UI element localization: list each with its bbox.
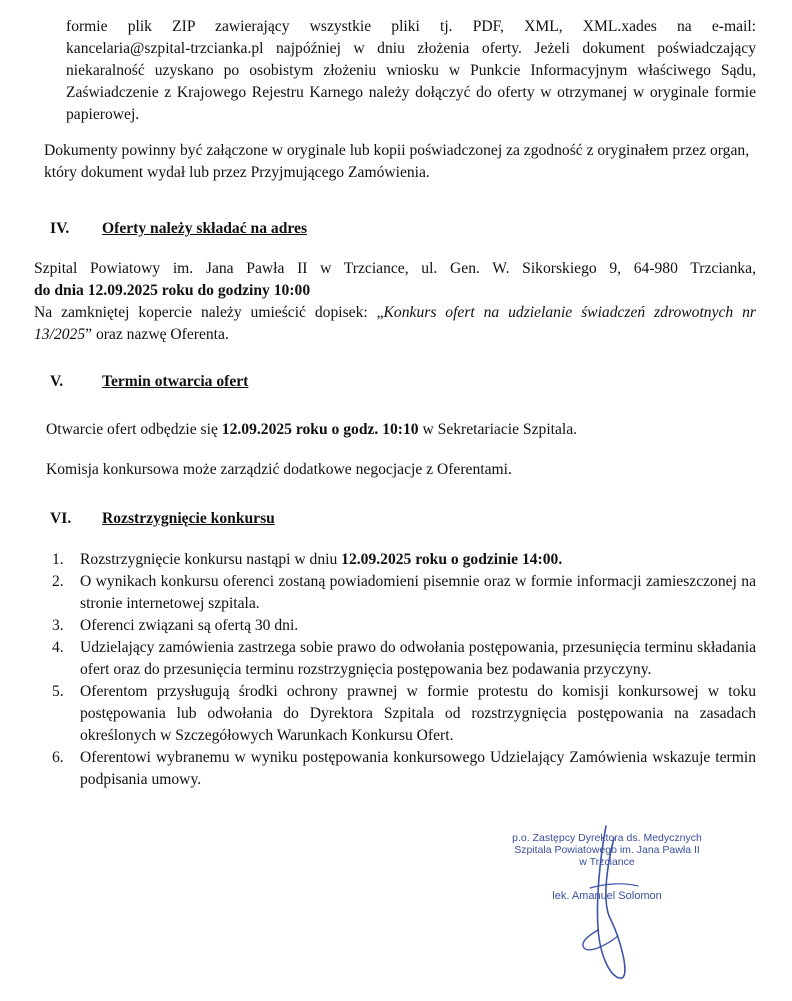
list-item	[52, 615, 756, 637]
opening-line	[46, 419, 756, 441]
list-item	[52, 549, 756, 571]
section-6-number: VI.	[50, 510, 72, 527]
stamp-line-1: p.o. Zastępcy Dyrektora ds. Medycznych	[512, 832, 702, 844]
opening-prefix: Otwarcie ofert odbędzie się	[46, 421, 222, 438]
envelope-italic: Konkurs ofert na udzielanie świadczeń zdrowotnych nr 13/2025	[34, 304, 756, 343]
list-item-text: Rozstrzygnięcie konkursu nastąpi w dniu	[80, 551, 342, 568]
intro-paragraph	[66, 16, 756, 126]
list-item-number: 2.	[52, 573, 64, 590]
list-item	[52, 681, 756, 747]
section-4-number: IV.	[50, 220, 70, 237]
stamp-doctor-name: lek. Amanuel Solomon	[552, 890, 662, 902]
deadline-text: do dnia 12.09.2025 roku do godziny 10:00	[34, 282, 311, 299]
section-4-title: Oferty należy składać na adres	[102, 220, 308, 237]
list-item	[52, 747, 756, 791]
resolution-list	[52, 549, 756, 791]
list-item-text: Oferenci związani są ofertą 30 dni.	[80, 617, 299, 634]
envelope-prefix: Na zamkniętej kopercie należy umieścić dopisek: „	[34, 304, 384, 321]
list-item	[52, 571, 756, 615]
documents-note: Dokumenty powinny być załączone w oryginale lub kopii poświadczonej za zgodność z oryginałem przez organ, który dokument wydał lub przez Przyjmującego Zamówienia.	[44, 142, 750, 181]
list-item-number: 4.	[52, 639, 64, 656]
stamp-line-3: w Trzciance	[579, 856, 635, 868]
section-5-number: V.	[50, 373, 64, 390]
section-5-heading	[50, 371, 450, 393]
list-item-number: 1.	[52, 551, 64, 568]
section-4-body	[34, 258, 756, 346]
deadline-line	[34, 280, 756, 302]
list-item-number: 6.	[52, 749, 64, 766]
envelope-suffix: ” oraz nazwę Oferenta.	[85, 326, 229, 343]
signature-icon	[560, 818, 670, 988]
intro-line-1: formie plik ZIP zawierający wszystkie pliki tj. PDF, XML, XML.xades na e-mail:	[66, 18, 756, 35]
section-4-heading	[50, 218, 450, 240]
list-item-text: Oferentom przysługują środki ochrony prawnej w formie protestu do komisji konkursowej w toku postępowania lub odwołania do Dyrektora Szpitala od rozstrzygnięcia postępowania na zasadach określonych w Szczegółowych Warunkach Konkursu Ofert.	[80, 683, 756, 744]
list-item-bold: 12.09.2025 roku o godzinie 14:00.	[341, 551, 563, 568]
list-item	[52, 637, 756, 681]
stamp-line-2: Szpitala Powiatowego im. Jana Pawła II	[514, 844, 700, 856]
section-6-title: Rozstrzygnięcie konkursu	[102, 510, 275, 527]
list-item-number: 3.	[52, 617, 64, 634]
envelope-note	[34, 302, 756, 346]
list-item-text: Oferentowi wybranemu w wyniku postępowania konkursowego Udzielający Zamówienia wskazuje termin podpisania umowy.	[80, 749, 756, 788]
section-5-title: Termin otwarcia ofert	[102, 373, 249, 390]
list-item-number: 5.	[52, 683, 64, 700]
opening-suffix: w Sekretariacie Szpitala.	[418, 421, 578, 438]
list-item-text: Udzielający zamówienia zastrzega sobie prawo do odwołania postępowania, przesunięcia terminu składania ofert oraz do przesunięcia terminu rozstrzygnięcia postępowania bez podawania przyczyny.	[80, 639, 756, 678]
section-6-heading	[50, 508, 450, 530]
address-line: Szpital Powiatowy im. Jana Pawła II w Trzciance, ul. Gen. W. Sikorskiego 9, 64-980 Trzcianka,	[34, 260, 756, 277]
intro-line-2: kancelaria@szpital-trzcianka.pl najpóźniej w dniu złożenia oferty. Jeżeli dokument poświadczający niekaralność uzyskano po osobistym złożeniu wniosku w Punkcie Informacyjnym właściwego Sądu, Zaświadczenie z Krajowego Rejestru Karnego należy dołączyć do oferty w otrzymanej w oryginale formie papierowej.	[66, 40, 756, 123]
list-item-text: O wynikach konkursu oferenci zostaną powiadomieni pisemnie oraz w formie informacji zamieszczonej na stronie internetowej szpitala.	[80, 573, 756, 612]
opening-date: 12.09.2025 roku o godz. 10:10	[221, 421, 419, 438]
negotiation-line: Komisja konkursowa może zarządzić dodatkowe negocjacje z Oferentami.	[46, 461, 512, 478]
